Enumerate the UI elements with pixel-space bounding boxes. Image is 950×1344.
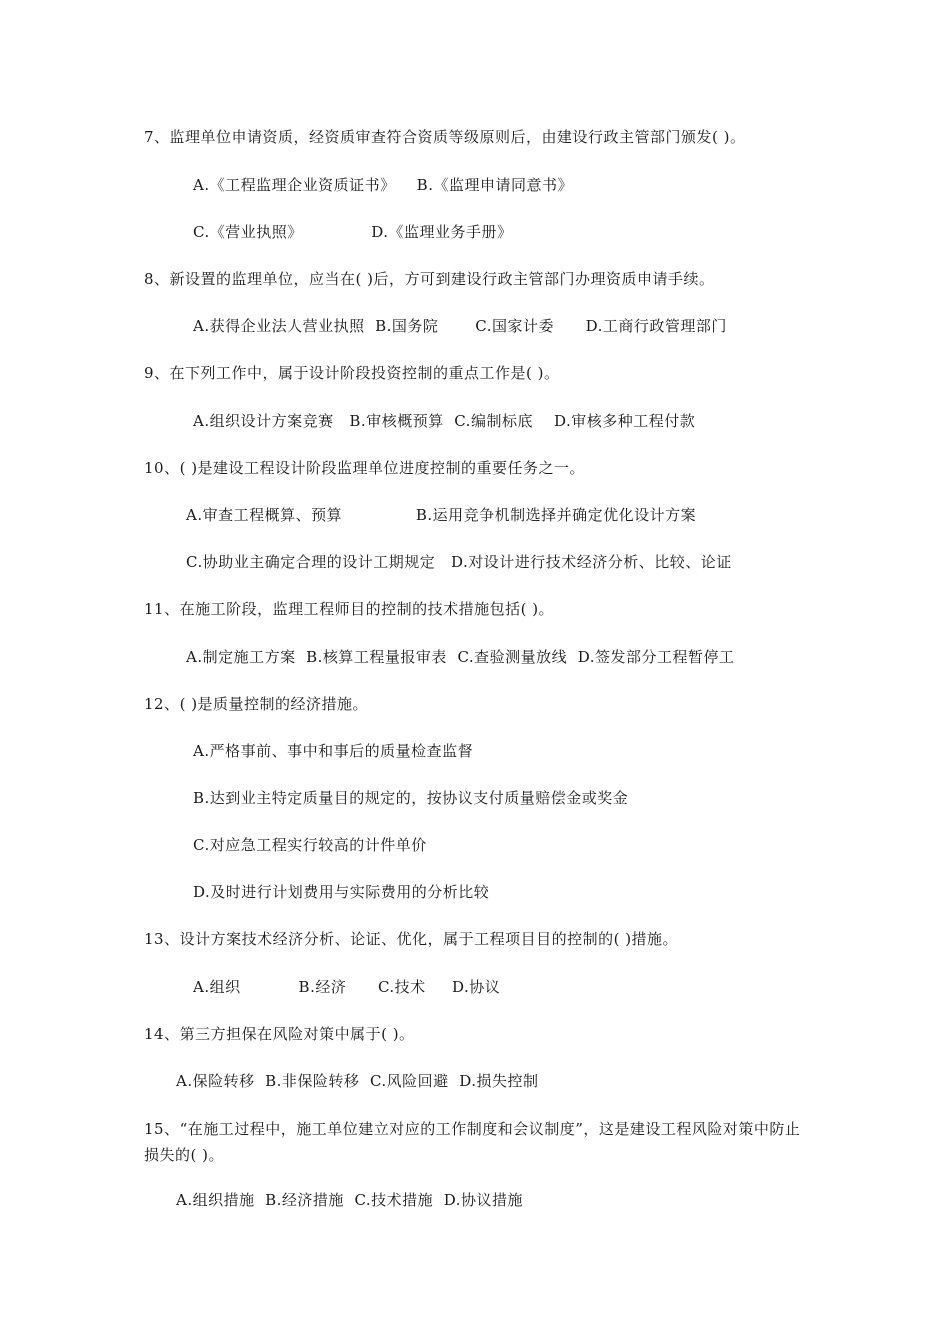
question-12-option-b: B.达到业主特定质量目的规定的，按协议支付质量赔偿金或奖金 <box>193 789 629 807</box>
question-12-option-a: A.严格事前、事中和事后的质量检查监督 <box>193 742 474 760</box>
question-8-stem: 8、新设置的监理单位，应当在( )后，方可到建设行政主管部门办理资质申请手续。 <box>144 270 715 288</box>
question-12-option-d: D.及时进行计划费用与实际费用的分析比较 <box>193 883 490 901</box>
question-11-options: A.制定施工方案 B.核算工程量报审表 C.查验测量放线 D.签发部分工程暂停工 <box>186 648 735 666</box>
question-14-stem: 14、第三方担保在风险对策中属于( )。 <box>144 1025 415 1043</box>
question-13-stem: 13、设计方案技术经济分析、论证、优化，属于工程项目目的控制的( )措施。 <box>144 930 679 948</box>
question-14-options: A.保险转移 B.非保险转移 C.风险回避 D.损失控制 <box>176 1072 539 1090</box>
question-7-options-row-2: C.《营业执照》 D.《监理业务手册》 <box>193 223 513 241</box>
question-12-stem: 12、( )是质量控制的经济措施。 <box>144 695 369 713</box>
question-7-stem: 7、监理单位申请资质，经资质审查符合资质等级原则后，由建设行政主管部门颁发( )。 <box>144 128 746 146</box>
question-10-options-row-1: A.审查工程概算、预算 B.运用竞争机制选择并确定优化设计方案 <box>186 506 697 524</box>
question-15-stem: 15、“在施工过程中，施工单位建立对应的工作制度和会议制度”，这是建设工程风险对策中防止损失的( )。 <box>144 1120 801 1164</box>
question-11-stem: 11、在施工阶段，监理工程师目的控制的技术措施包括( )。 <box>144 600 555 618</box>
question-15-options: A.组织措施 B.经济措施 C.技术措施 D.协议措施 <box>176 1191 523 1209</box>
question-13-options: A.组织 B.经济 C.技术 D.协议 <box>193 978 501 996</box>
question-9-options: A.组织设计方案竞赛 B.审核概预算 C.编制标底 D.审核多种工程付款 <box>193 412 696 430</box>
question-7-options-row-1: A.《工程监理企业资质证书》 B.《监理申请同意书》 <box>193 176 573 194</box>
question-12-option-c: C.对应急工程实行较高的计件单价 <box>193 836 427 854</box>
question-8-options: A.获得企业法人营业执照 B.国务院 C.国家计委 D.工商行政管理部门 <box>193 317 727 335</box>
question-9-stem: 9、在下列工作中，属于设计阶段投资控制的重点工作是( )。 <box>144 364 560 382</box>
question-10-stem: 10、( )是建设工程设计阶段监理单位进度控制的重要任务之一。 <box>144 459 586 477</box>
question-10-options-row-2: C.协助业主确定合理的设计工期规定 D.对设计进行技术经济分析、比较、论证 <box>186 553 732 571</box>
